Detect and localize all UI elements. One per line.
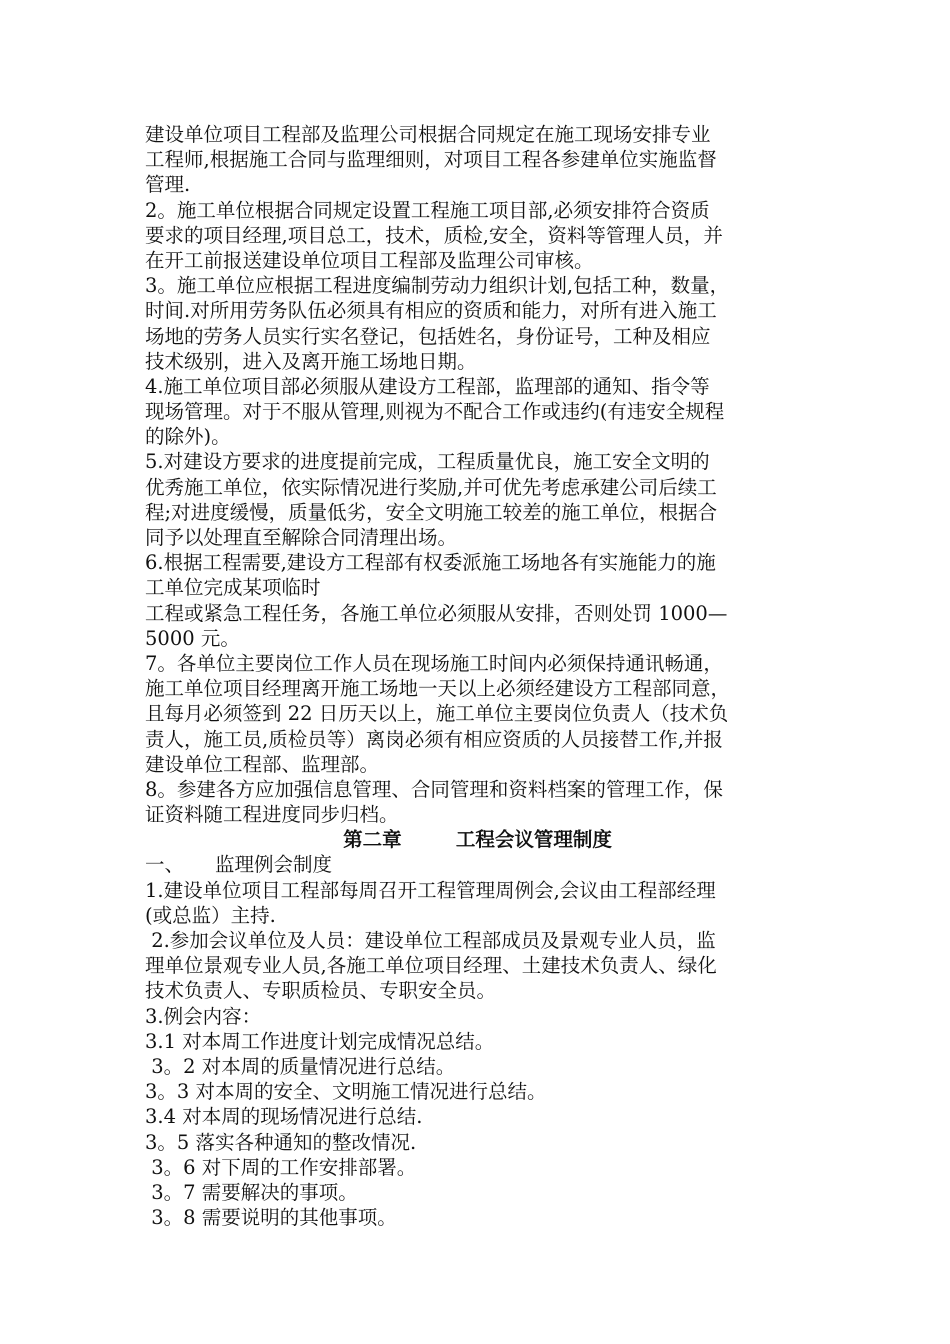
- section-title: 一、 监理例会制度: [145, 853, 332, 877]
- text-line: (或总监）主持.: [145, 903, 276, 927]
- text-line: 施工单位项目经理离开施工场地一天以上必须经建设方工程部同意，: [145, 677, 731, 701]
- text-line: 3。3 对本周的安全、文明施工情况进行总结。: [145, 1080, 547, 1104]
- body-text-block-1: [145, 122, 810, 827]
- text-line: 3。5 落实各种通知的整改情况.: [145, 1130, 417, 1154]
- text-line: 工程师,根据施工合同与监理细则，对项目工程各参建单位实施监督: [145, 148, 717, 172]
- text-line: 要求的项目经理,项目总工，技术，质检,安全，资料等管理人员，并: [145, 223, 723, 247]
- text-line: 技术负责人、专职质检员、专职安全员。: [145, 979, 497, 1003]
- text-line: 5.对建设方要求的进度提前完成，工程质量优良，施工安全文明的: [145, 450, 710, 474]
- text-line: 3。施工单位应根据工程进度编制劳动力组织计划,包括工种，数量，: [145, 274, 730, 298]
- text-line: 场地的劳务人员实行实名登记，包括姓名，身份证号，工种及相应: [145, 324, 711, 348]
- text-line: 3.1 对本周工作进度计划完成情况总结。: [145, 1029, 495, 1053]
- text-line: 优秀施工单位，依实际情况进行奖励,并可优先考虑承建公司后续工: [145, 475, 717, 499]
- text-line: 8。参建各方应加强信息管理、合同管理和资料档案的管理工作，保: [145, 777, 723, 801]
- chapter-title: 第二章 工程会议管理制度: [343, 828, 612, 852]
- text-line: 5000 元。: [145, 626, 240, 650]
- text-line: 责人，施工员,质检员等）离岗必须有相应资质的人员接替工作,并报: [145, 727, 723, 751]
- text-line: 在开工前报送建设单位项目工程部及监理公司审核。: [145, 248, 594, 272]
- text-line: 建设单位工程部、监理部。: [145, 752, 380, 776]
- text-line: 建设单位项目工程部及监理公司根据合同规定在施工现场安排专业: [145, 123, 711, 146]
- text-line: 同予以处理直至解除合同清理出场。: [145, 526, 458, 549]
- text-line: 且每月必须签到 22 日历天以上，施工单位主要岗位负责人（技术负: [145, 702, 729, 726]
- text-line: 程;对进度缓慢，质量低劣，安全文明施工较差的施工单位，根据合: [145, 500, 718, 524]
- text-line: 3.4 对本周的现场情况进行总结.: [145, 1105, 423, 1129]
- text-line: 技术级别，进入及离开施工场地日期。: [145, 349, 477, 373]
- body-text-block-2: [145, 878, 810, 1231]
- text-line: 的除外)。: [145, 425, 231, 449]
- text-line: 3.例会内容：: [145, 1004, 262, 1028]
- text-line: 3。6 对下周的工作安排部署。: [145, 1155, 417, 1179]
- document-page: [145, 122, 810, 1230]
- text-line: 理单位景观专业人员,各施工单位项目经理、土建技术负责人、绿化: [145, 954, 717, 978]
- text-line: 6.根据工程需要,建设方工程部有权委派施工场地各有实施能力的施: [145, 551, 716, 575]
- text-line: 现场管理。对于不服从管理,则视为不配合工作或违约(有违安全规程: [145, 400, 725, 424]
- text-line: 工单位完成某项临时: [145, 576, 321, 600]
- text-line: 2。施工单位根据合同规定设置工程施工项目部,必须安排符合资质: [145, 198, 710, 222]
- text-line: 工程或紧急工程任务，各施工单位必须服从安排，否则处罚 1000—: [145, 601, 728, 625]
- text-line: 证资料随工程进度同步归档。: [145, 803, 399, 827]
- text-line: 4.施工单位项目部必须服从建设方工程部，监理部的通知、指令等: [145, 374, 710, 398]
- text-line: 3。7 需要解决的事项。: [145, 1180, 358, 1204]
- text-line: 时间.对所用劳务队伍必须具有相应的资质和能力，对所有进入施工: [145, 299, 717, 323]
- text-line: 1.建设单位项目工程部每周召开工程管理周例会,会议由工程部经理: [145, 878, 716, 902]
- text-line: 2.参加会议单位及人员：建设单位工程部成员及景观专业人员，监: [145, 929, 716, 952]
- text-line: 3。2 对本周的质量情况进行总结。: [145, 1054, 456, 1078]
- text-line: 3。8 需要说明的其他事项。: [145, 1206, 397, 1230]
- text-line: 7。各单位主要岗位工作人员在现场施工时间内必须保持通讯畅通，: [145, 651, 723, 675]
- text-line: 管理.: [145, 173, 191, 197]
